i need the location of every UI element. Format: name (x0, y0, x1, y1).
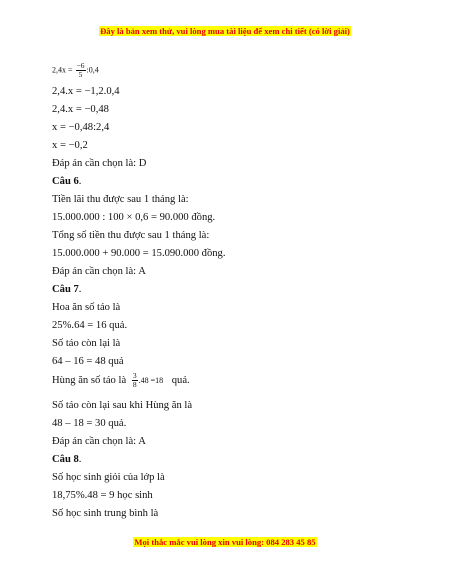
question-number: Câu 6 (52, 176, 79, 187)
fraction-line-prefix: Hùng ăn số táo là (52, 375, 127, 386)
question-heading: Câu 8. (52, 454, 82, 465)
answer-line: Đáp án cần chọn là: D (52, 158, 147, 169)
equation-line (52, 62, 99, 79)
text-line: Tiền lãi thu được sau 1 tháng là: (52, 194, 189, 205)
text-line: Hoa ăn số táo là (52, 302, 121, 313)
text-line: Số táo còn lại là (52, 338, 121, 349)
text-line: 25%.64 = 16 quả. (52, 320, 128, 331)
text-line: 64 – 16 = 48 quả (52, 356, 124, 367)
contact-banner (0, 537, 450, 547)
text-line: x = −0,48:2,4 (52, 122, 110, 133)
fraction-line-suffix: quả. (171, 375, 190, 386)
text-line: 15.000.000 : 100 × 0,6 = 90.000 đồng. (52, 212, 216, 223)
fraction-numerator: −6 (76, 61, 85, 70)
contact-banner-text: Mọi thắc mắc vui lòng xin vui lòng: 084 283 45 85 (134, 537, 316, 547)
fraction-line (52, 372, 190, 390)
text-line: 15.000.000 + 90.000 = 15.090.000 đồng. (52, 248, 226, 259)
text-line: 18,75%.48 = 9 học sinh (52, 490, 153, 501)
text-line: Tổng số tiền thu được sau 1 tháng là: (52, 230, 210, 241)
equation-rhs: :0,4 (86, 65, 99, 75)
text-line: Số học sinh trung bình là (52, 508, 159, 519)
question-heading: Câu 7. (52, 284, 82, 295)
fraction (76, 62, 86, 79)
fraction-denominator: 5 (78, 70, 83, 79)
equation-lhs: 2,4x = (52, 65, 73, 75)
fraction (132, 372, 138, 389)
preview-banner-text: Đây là bản xem thử, vui lòng mua tài liệu để xem chi tiết (có lời giải) (100, 26, 350, 36)
answer-line: Đáp án cần chọn là: A (52, 436, 146, 447)
answer-line: Đáp án cần chọn là: A (52, 266, 146, 277)
text-line: 2,4.x = −0,48 (52, 104, 109, 115)
text-line: 2,4.x = −1,2.0,4 (52, 86, 120, 97)
preview-banner (0, 26, 450, 36)
text-line: 48 – 18 = 30 quả. (52, 418, 127, 429)
question-number: Câu 8 (52, 454, 79, 465)
question-number: Câu 7 (52, 284, 79, 295)
text-line: Số học sinh giỏi của lớp là (52, 472, 165, 483)
fraction-numerator: 3 (132, 371, 137, 381)
fraction-expression: .48 =18 (138, 376, 164, 385)
text-line: x = −0,2 (52, 140, 88, 151)
question-heading: Câu 6. (52, 176, 82, 187)
text-line: Số táo còn lại sau khi Hùng ăn là (52, 400, 193, 411)
fraction-denominator: 8 (132, 380, 137, 390)
